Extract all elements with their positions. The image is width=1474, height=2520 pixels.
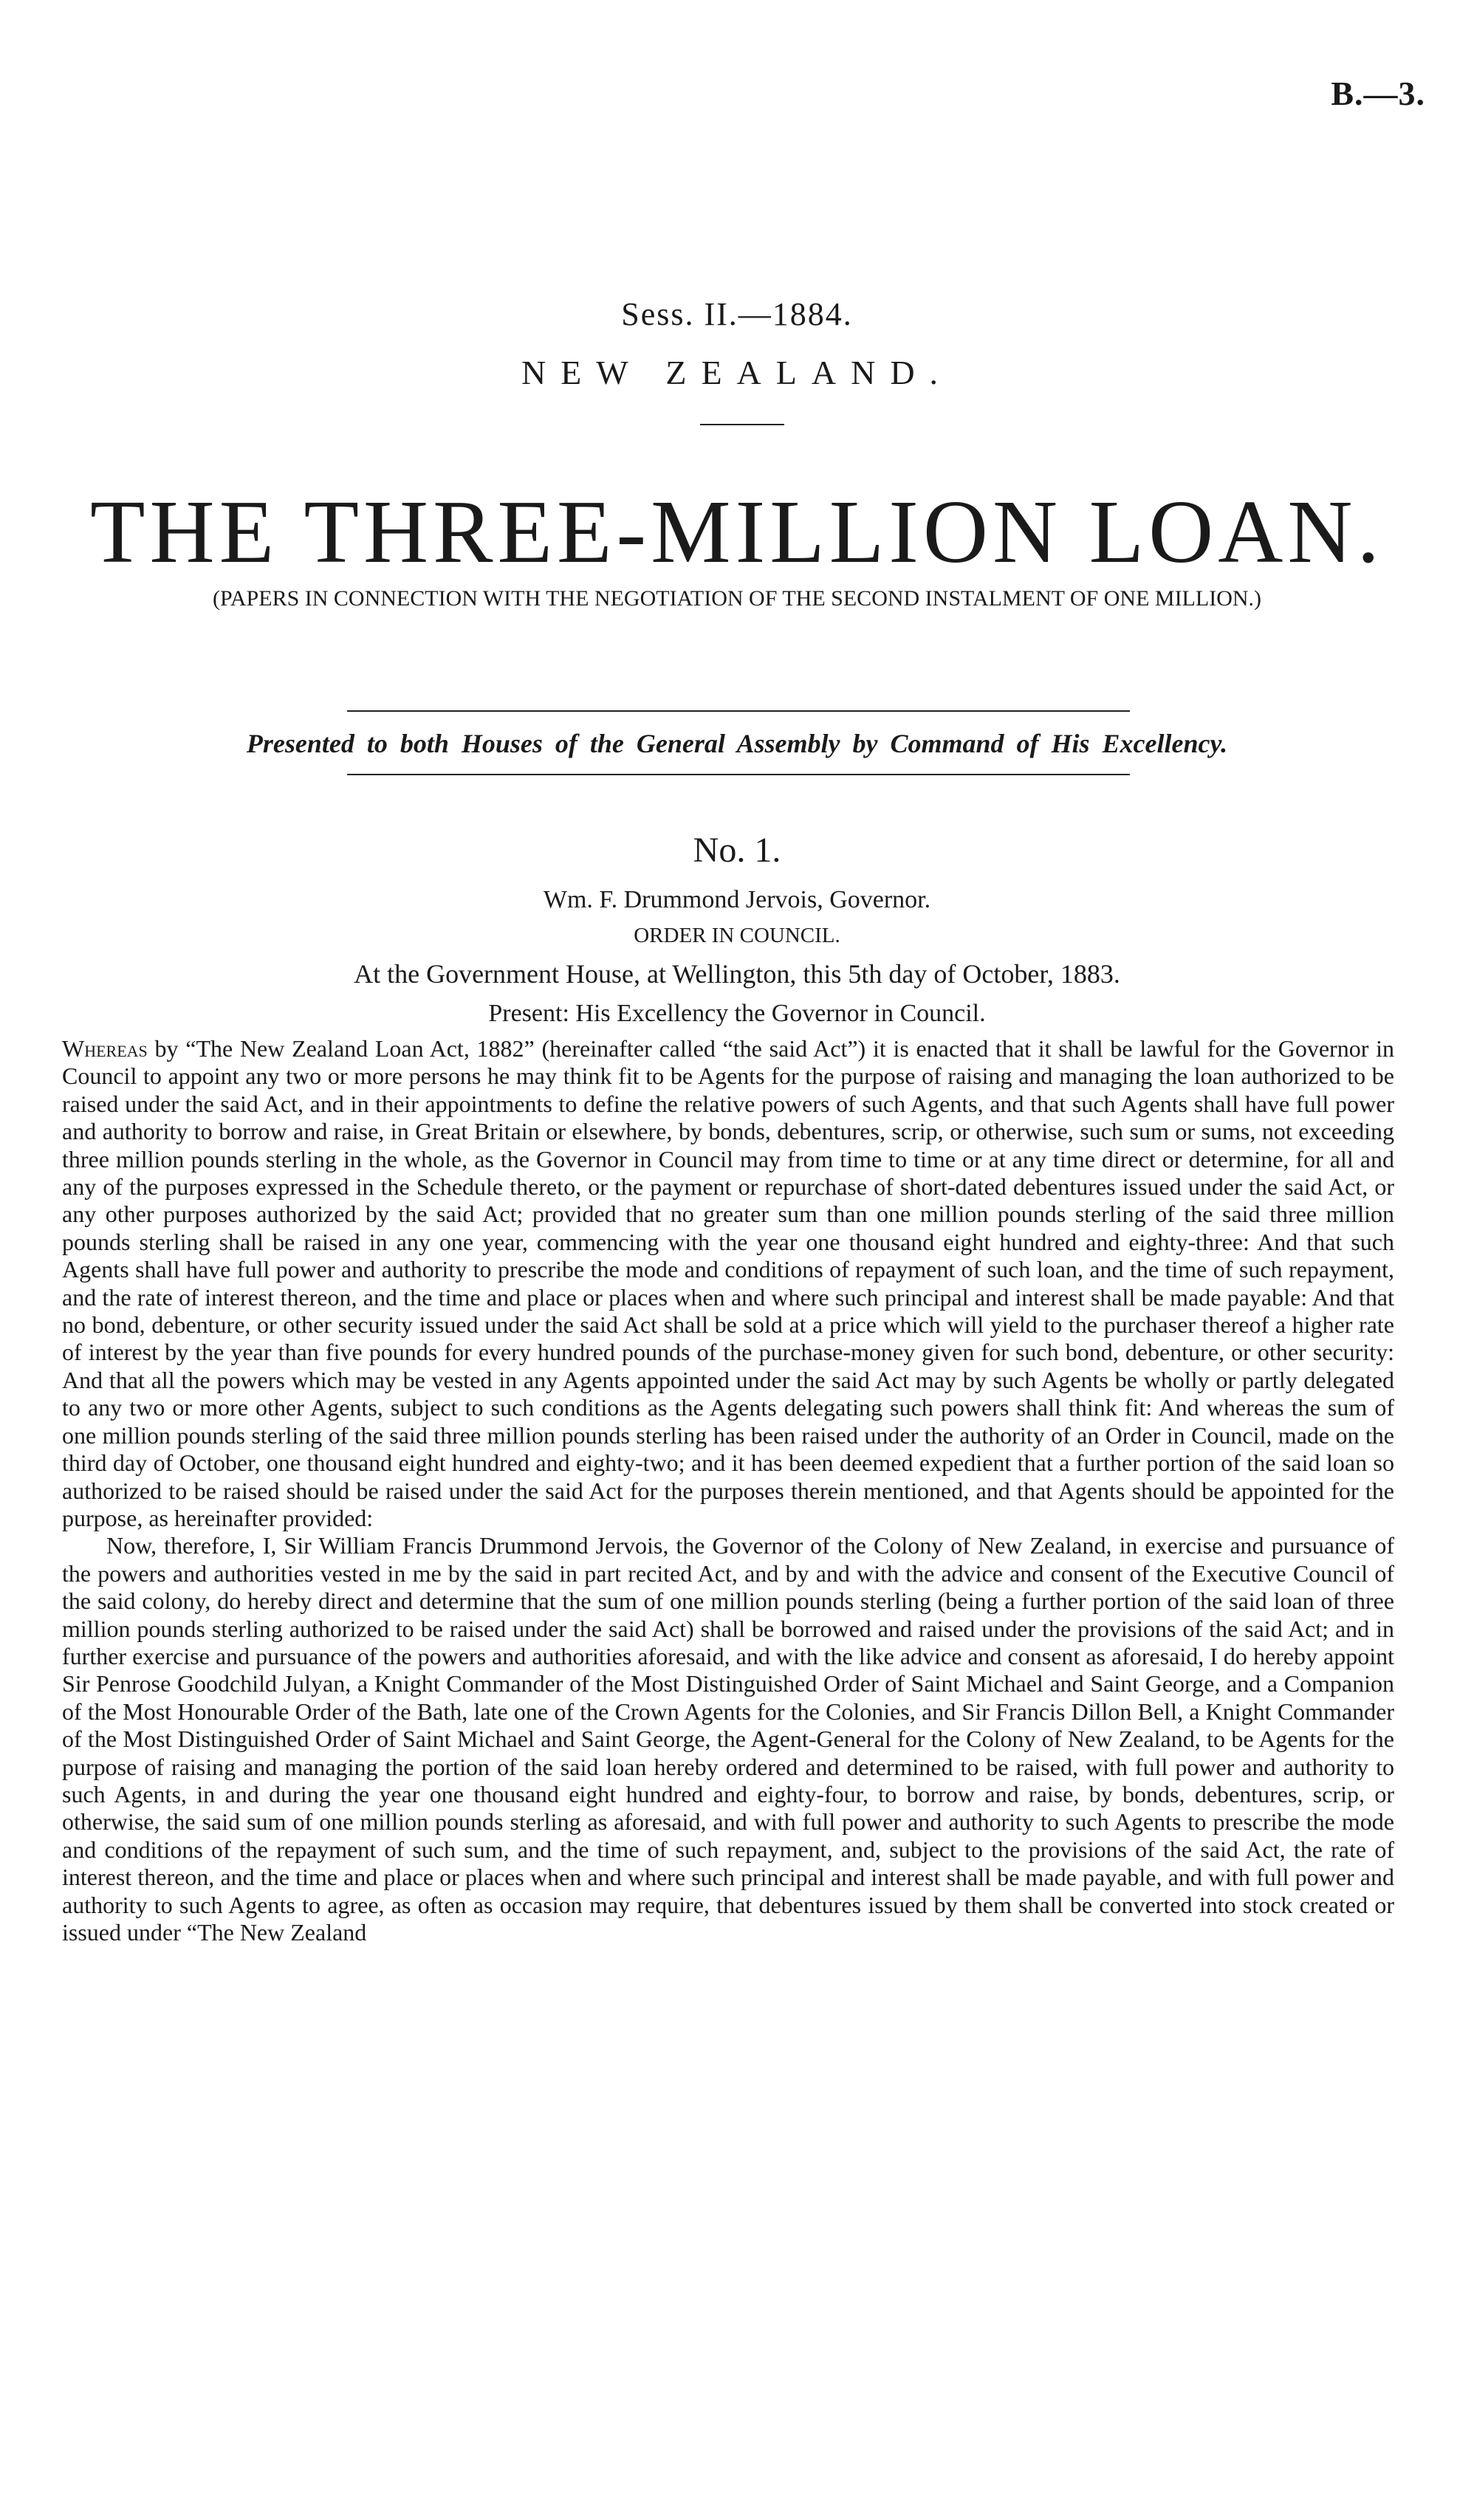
order-heading: ORDER IN COUNCIL. (634, 924, 840, 947)
page-reference: B.—3. (1331, 75, 1425, 112)
paragraph-whereas (62, 1035, 1394, 1532)
order-body (62, 1035, 1394, 1946)
presented-rule-top (347, 710, 1130, 712)
paragraph-lead-word: Whereas (62, 1035, 148, 1062)
governor-signature-line: Wm. F. Drummond Jervois, Governor. (543, 886, 931, 913)
document-title: THE THREE-MILLION LOAN. (90, 482, 1384, 582)
country-heading: NEW ZEALAND. (521, 354, 953, 391)
document-number: No. 1. (693, 831, 781, 870)
short-divider (700, 424, 784, 425)
document-subtitle: (PAPERS IN CONNECTION WITH THE NEGOTIATION OF THE SECOND INSTALMENT OF ONE MILLION.) (212, 586, 1262, 611)
session-line: Sess. II.—1884. (621, 296, 853, 332)
present-line: Present: His Excellency the Governor in Council. (488, 1000, 986, 1027)
presented-line: Presented to both Houses of the General Assembly by Command of His Excellency. (246, 729, 1228, 758)
paragraph-now-therefore: Now, therefore, I, Sir William Francis Drummond Jervois, the Governor of the Colony of New Zealand, in exercise and pursuance of the powers and authorities vested in me by the said in part recited Act, and by and with the advice and consent of the Executive Council of the said colony, do hereby direct and determine that the sum of one million pounds sterling (being a further portion of the said loan of three million pounds sterling authorized to be raised under the said Act) shall be borrowed and raised under the provisions of the said Act; and in further exercise and pursuance of the powers and authorities aforesaid, and with the like advice and consent as aforesaid, I do hereby appoint Sir Penrose Goodchild Julyan, a Knight Commander of the Most Distinguished Order of Saint Michael and Saint George, and a Companion of the Most Honourable Order of the Bath, late one of the Crown Agents for the Colonies, and Sir Francis Dillon Bell, a Knight Commander of the Most Distinguished Order of Saint Michael and Saint George, the Agent-General for the Colony of New Zealand, to be Agents for the purpose of raising and managing the portion of the said loan hereby ordered and determined to be raised, with full power and authority to such Agents, in and during the year one thousand eight hundred and eighty-four, to borrow and raise, by bonds, debentures, scrip, or otherwise, the said sum of one million pounds sterling as aforesaid, and with full power and authority to such Agents to prescribe the mode and conditions of the repayment of such sum, and the time of such repayment, and, subject to the provisions of the said Act, the rate of interest thereon, and the time and place or places when and where such principal and interest shall be made payable, and with full power and authority to such Agents to agree, as often as occasion may require, that debentures issued by them shall be converted into stock created or issued under “The New Zealand (62, 1532, 1394, 1946)
paragraph-whereas-text: by “The New Zealand Loan Act, 1882” (hereinafter called “the said Act”) it is enacted that it shall be lawful for the Governor in Council to appoint any two or more persons he may think fit to be Agents for the purpose of raising and managing the loan authorized to be raised under the said Act, and in their appointments to define the relative powers of such Agents, and that such Agents shall have full power and authority to borrow and raise, in Great Britain or elsewhere, by bonds, debentures, scrip, or otherwise, such sum or sums, not exceeding three million pounds sterling in the whole, as the Governor in Council may from time to time or at any time direct or determine, for all and any of the purposes expressed in the Schedule thereto, or the payment or repurchase of short-dated debentures issued under the said Act, or any other purposes authorized by the said Act; provided that no greater sum than one million pounds sterling of the said three million pounds sterling shall be raised in any one year, commencing with the year one thousand eight hundred and eighty-three: And that such Agents shall have full power and authority to prescribe the mode and conditions of repayment of such loan, and the time of such repayment, and the rate of interest thereon, and the time and place or places when and where such principal and interest shall be made payable: And that no bond, debenture, or other security issued under the said Act shall be sold at a price which will yield to the purchaser thereof a higher rate of interest by the year than five pounds for every hundred pounds of the purchase-money given for such bond, debenture, or other security: And that all the powers which may be vested in any Agents appointed under the said Act may by such Agents be wholly or partly delegated to any two or more other Agents, subject to such conditions as the Agents delegating such powers shall think fit: And whereas the sum of one million pounds sterling of the said three million pounds sterling has been raised under the authority of an Order in Council, made on the third day of October, one thousand eight hundred and eighty-two; and it has been deemed expedient that a further portion of the said loan so authorized to be raised should be raised under the said Act for the purposes therein mentioned, and that Agents should be appointed for the purpose, as hereinafter provided: (62, 1035, 1394, 1531)
presented-rule-bottom (347, 774, 1130, 775)
place-date-line: At the Government House, at Wellington, this 5th day of October, 1883. (354, 959, 1120, 989)
